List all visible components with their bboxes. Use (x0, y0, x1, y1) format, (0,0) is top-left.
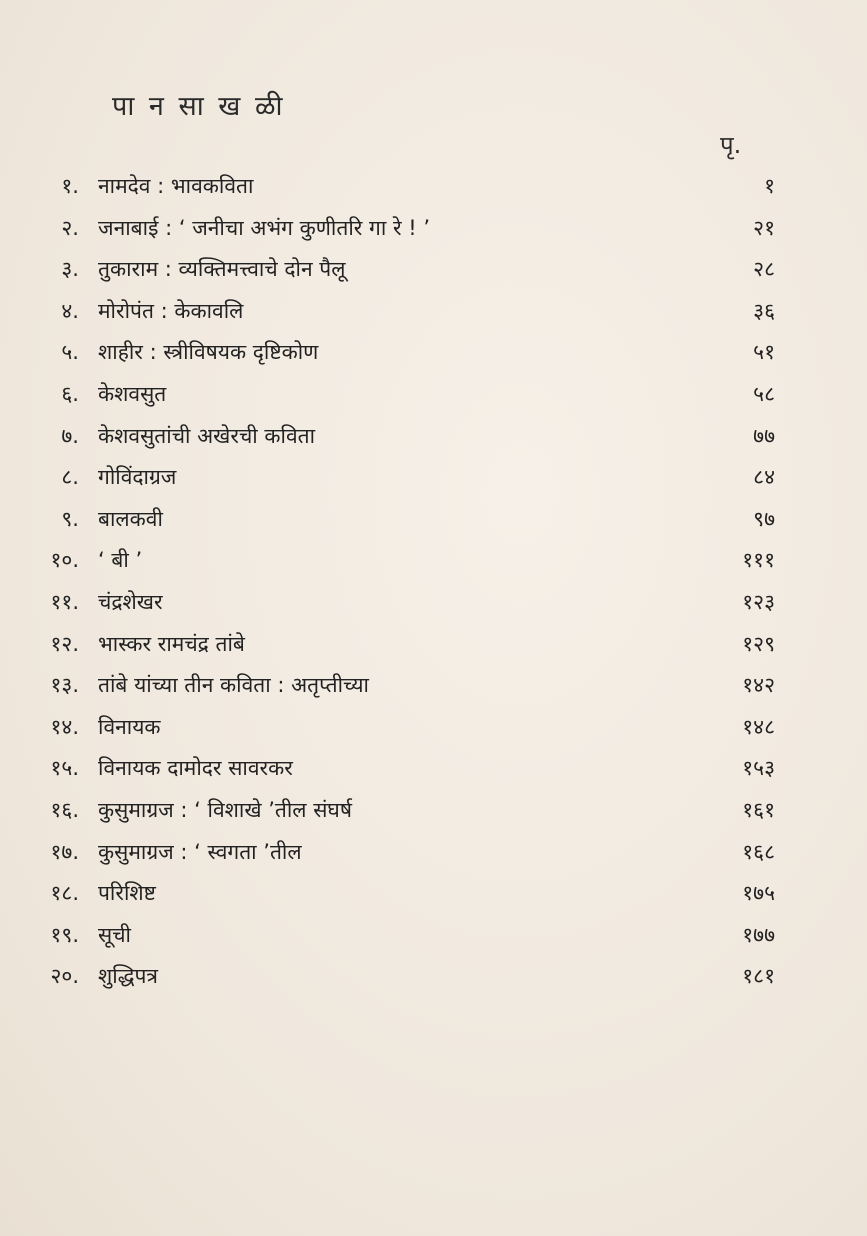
entry-number: १७. (50, 840, 79, 864)
entry-title: ‘ बी ’ (98, 548, 143, 572)
entry-title: चंद्रशेखर (98, 590, 163, 614)
entry-number: ११. (50, 590, 79, 614)
toc-entry (0, 917, 867, 953)
entry-page: १ (764, 174, 775, 198)
toc-entry (0, 834, 867, 870)
toc-entry (0, 792, 867, 828)
entry-title: विनायक दामोदर सावरकर (98, 756, 293, 780)
entry-page: २१ (753, 216, 775, 240)
entry-number: ५. (61, 340, 79, 364)
entry-number: १६. (50, 798, 79, 822)
entry-title: केशवसुतांची अखेरची कविता (98, 424, 316, 448)
entry-page: ३६ (753, 299, 775, 323)
entry-page: १२३ (742, 590, 775, 614)
toc-entry (0, 293, 867, 329)
entry-page: १२९ (742, 632, 775, 656)
entry-page: १४८ (742, 715, 775, 739)
entry-number: ३. (61, 257, 79, 281)
entry-title: केशवसुत (98, 382, 167, 406)
page-title: पा न सा ख ळी (112, 91, 286, 122)
entry-number: ७. (61, 424, 79, 448)
entry-title: परिशिष्ट (98, 881, 156, 905)
entry-page: ५१ (753, 340, 775, 364)
entry-number: १३. (50, 673, 79, 697)
toc-entry (0, 459, 867, 495)
toc-entry (0, 251, 867, 287)
entry-title: तुकाराम : व्यक्तिमत्त्वाचे दोन पैलू (98, 257, 346, 281)
entry-title: विनायक (98, 715, 161, 739)
entry-title: सूची (98, 923, 131, 947)
entry-page: १७५ (742, 881, 775, 905)
entry-number: १. (61, 174, 79, 198)
entry-number: १९. (50, 923, 79, 947)
toc-entry (0, 958, 867, 994)
toc-entry (0, 584, 867, 620)
entry-page: १५३ (742, 756, 775, 780)
toc-entry (0, 667, 867, 703)
entry-number: २०. (50, 964, 79, 988)
entry-page: ८४ (753, 465, 775, 489)
entry-title: जनाबाई : ‘ जनीचा अभंग कुणीतरि गा रे ! ’ (98, 216, 431, 240)
entry-number: ४. (61, 299, 79, 323)
entry-page: ७७ (753, 424, 775, 448)
entry-number: १२. (50, 632, 79, 656)
entry-number: २. (61, 216, 79, 240)
entry-title: नामदेव : भावकविता (98, 174, 254, 198)
entry-number: १५. (50, 756, 79, 780)
entry-title: तांबे यांच्या तीन कविता : अतृप्तीच्या (98, 673, 369, 697)
toc-entry (0, 750, 867, 786)
entry-number: ६. (61, 382, 79, 406)
toc-entry (0, 542, 867, 578)
toc-entry (0, 168, 867, 204)
entry-title: कुसुमाग्रज : ‘ विशाखे ’तील संघर्ष (98, 798, 352, 822)
entry-title: कुसुमाग्रज : ‘ स्वगता ’तील (98, 840, 302, 864)
toc-entry (0, 501, 867, 537)
entry-number: १८. (50, 881, 79, 905)
entry-page: १११ (742, 548, 775, 572)
entry-title: गोविंदाग्रज (98, 465, 177, 489)
entry-page: १४२ (742, 673, 775, 697)
toc-entry (0, 418, 867, 454)
entry-page: ५८ (753, 382, 775, 406)
entry-page: १७७ (742, 923, 775, 947)
entry-title: शाहीर : स्त्रीविषयक दृष्टिकोण (98, 340, 319, 364)
entry-title: मोरोपंत : केकावलि (98, 299, 244, 323)
toc-entry (0, 210, 867, 246)
toc-entry (0, 875, 867, 911)
entry-number: ८. (61, 465, 79, 489)
page-column-header: पृ. (720, 131, 742, 159)
toc-entry (0, 709, 867, 745)
entry-title: बालकवी (98, 507, 163, 531)
entry-number: १०. (50, 548, 79, 572)
entry-page: १८१ (742, 964, 775, 988)
entry-number: ९. (61, 507, 79, 531)
entry-page: १६१ (742, 798, 775, 822)
entry-title: शुद्धिपत्र (98, 964, 159, 988)
toc-entry (0, 626, 867, 662)
toc-entry (0, 376, 867, 412)
entry-title: भास्कर रामचंद्र तांबे (98, 632, 245, 656)
toc-entry (0, 334, 867, 370)
entry-number: १४. (50, 715, 79, 739)
entry-page: २८ (753, 257, 775, 281)
entry-page: ९७ (753, 507, 775, 531)
entry-page: १६८ (742, 840, 775, 864)
